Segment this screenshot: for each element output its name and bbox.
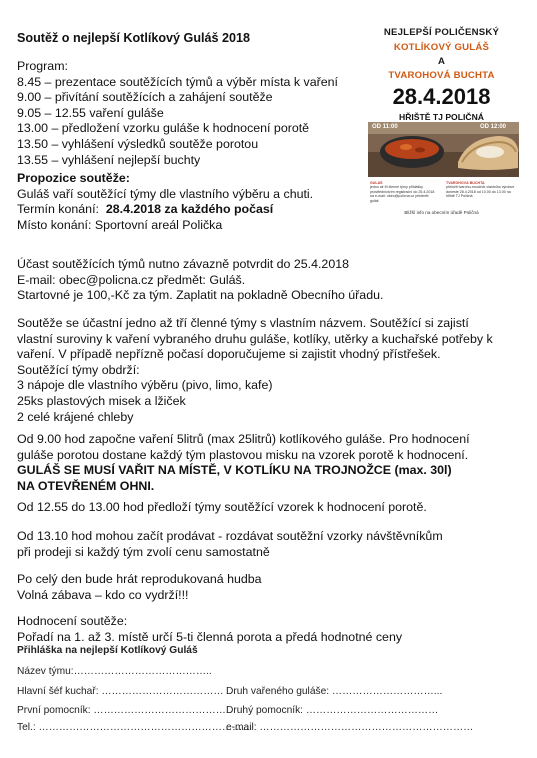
document-title: Soutěž o nejlepší Kotlíkový Guláš 2018 [17, 31, 251, 45]
place-line: Místo konání: Sportovní areál Polička [17, 217, 223, 232]
rules-line: vlastní suroviny k vaření vybraného druhu guláše, kotlíky, utěrky a kuchařské potřeby k [17, 331, 493, 346]
team-name-field[interactable]: Název týmu:………………………………….. [17, 666, 212, 677]
music-line: Po celý den bude hrát reprodukovaná hudba [17, 572, 262, 586]
rules-line: 3 nápoje dle vlastního výběru (pivo, limo, kafe) [17, 378, 273, 393]
poster-left-info [370, 181, 438, 203]
rules-section [17, 316, 493, 425]
poster-time-left: OD 11:00 [372, 124, 398, 130]
event-poster [364, 25, 519, 215]
term-line [17, 202, 313, 218]
evaluation-section [17, 614, 402, 645]
selling-line: při prodeji si každý tým zvolí cenu samostatně [17, 544, 270, 559]
program-item: 8.45 – prezentace soutěžících týmů a výběr místa k vaření [17, 74, 338, 89]
poster-right-info [446, 181, 516, 203]
poster-title-line4: TVAROHOVÁ BUCHTA [388, 70, 495, 81]
phone-field[interactable]: Tel.: ……………………………………………………… [17, 722, 253, 733]
rules-line: 2 celé krájené chleby [17, 409, 134, 424]
program-heading: Program: [17, 59, 68, 73]
program-item: 13.50 – vyhlášení výsledků soutěže porotou [17, 136, 259, 151]
cooking-rule-bold: GULÁŠ SE MUSÍ VAŘIT NA MÍSTĚ, V KOTLÍKU NA TROJNOŽCE (max. 30l) [17, 463, 452, 478]
selling-line: Od 13.10 hod mohou začít prodávat - rozdávat soutěžní vzorky návštěvníkům [17, 529, 443, 543]
program-item: 9.05 – 12.55 vaření guláše [17, 105, 164, 120]
propozice-line: Guláš vaří soutěžící týmy dle vlastního výběru a chuti. [17, 186, 314, 201]
registration-line: Účast soutěžících týmů nutno závazně potvrdit do 25.4.2018 [17, 257, 349, 271]
registration-section [17, 257, 383, 304]
poster-left-text: jednu až tři členné týmy přihlášky prostřednictvím registrační do 25.4.2018 na e-mail: obec@policna.cz předmět: guláš [370, 185, 435, 203]
selling-section [17, 529, 443, 560]
poster-place: HŘIŠTĚ TJ POLIČNÁ [399, 112, 484, 122]
term-label: Termín konání: [17, 202, 99, 217]
term-value: 28.4.2018 za každého počasí [105, 202, 274, 217]
cooking-section [17, 432, 470, 494]
cooking-line: guláše porotou dostane každý tým plastovou misku na vzorek porotě k hodnocení. [17, 447, 469, 462]
head-chef-field[interactable]: Hlavní šéf kuchař: ……………………………… [17, 686, 224, 697]
registration-line: E-mail: obec@policna.cz předmět: Guláš. [17, 272, 246, 287]
poster-time-right: OD 12:00 [480, 124, 507, 130]
propozice-section [17, 171, 313, 233]
second-helper-field[interactable]: Druhý pomocník: ………………………………… [226, 705, 439, 716]
sample-line: Od 12.55 do 13.00 hod předloží týmy soutěžící vzorek k hodnocení porotě. [17, 500, 427, 514]
cooking-rule-bold: NA OTEVŘENÉM OHNI. [17, 478, 155, 493]
evaluation-line: Pořadí na 1. až 3. místě určí 5-ti členná porota a předá hodnotné ceny [17, 629, 403, 644]
program-item: 13.55 – vyhlášení nejlepší buchty [17, 152, 201, 167]
cooking-line: Od 9.00 hod započne vaření 5litrů (max 25litrů) kotlíkového guláše. Pro hodnocení [17, 432, 470, 446]
poster-left-head: GULÁŠ [370, 181, 383, 185]
poster-title-line1: NEJLEPŠÍ POLIČENSKÝ [383, 27, 500, 38]
poster-food-photo [368, 122, 519, 177]
program-section [17, 59, 338, 168]
form-title: Přihláška na nejlepší Kotlíkový Guláš [17, 645, 198, 656]
rules-line: Soutěže se účastní jedno až tří členné týmy s vlastním názvem. Soutěžící si zajistí [17, 316, 469, 330]
rules-line: 25ks plastových misek a lžiček [17, 393, 186, 408]
dish-type-field[interactable]: Druh vařeného guláše: …………………………... [226, 686, 443, 697]
email-field[interactable]: e-mail: ……………………………………………………… [226, 722, 474, 733]
program-item: 13.00 – předložení vzorku guláše k hodnocení porotě [17, 121, 310, 136]
poster-right-text: přeložit tvarohu-moučník vlastního výrobce doneste 28.4.2018 od 10.00 do 13.00 na hřiště TJ Poličná [446, 185, 515, 199]
propozice-heading: Propozice soutěže: [17, 171, 130, 185]
poster-title-line2: KOTLÍKOVÝ GULÁŠ [393, 42, 490, 53]
music-section [17, 572, 262, 603]
evaluation-heading: Hodnocení soutěže: [17, 614, 128, 628]
first-helper-field[interactable]: První pomocník: …………………………………. [17, 705, 229, 716]
poster-date: 28.4.2018 [392, 84, 491, 109]
rules-line: vaření. V případě nepřízně počasí doporučujeme si zajistit vhodný přístřešek. [17, 347, 441, 362]
poster-footer: Bližší info na obecním úřadě Poličná [404, 210, 479, 215]
poster-title-line3: A [438, 56, 445, 67]
registration-line: Startovné je 100,-Kč za tým. Zaplatit na pokladně Obecního úřadu. [17, 288, 384, 303]
poster-right-head: TVAROHOVÁ BUCHTA [446, 181, 485, 185]
program-item: 9.00 – přivítání soutěžících a zahájení soutěže [17, 90, 273, 105]
rules-line: Soutěžící týmy obdrží: [17, 362, 140, 377]
music-line: Volná zábava – kdo co vydrží!!! [17, 587, 189, 602]
